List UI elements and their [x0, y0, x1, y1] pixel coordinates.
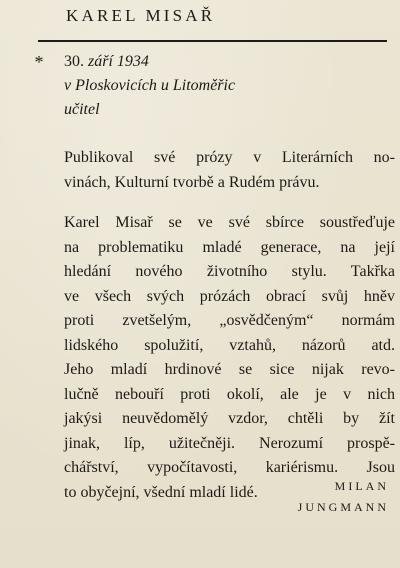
text-line: jakýsi neuvědomělý vzdor, chtěli by žít: [64, 410, 395, 427]
heading-rule: [38, 40, 387, 42]
text-line: chářství, vypočítavosti, kariérismu. Jsou: [64, 459, 395, 476]
occupation: učitel: [64, 101, 100, 118]
text-line: vinách, Kulturní tvorbě a Rudém právu.: [64, 173, 320, 191]
text-line: jinak, líp, užitečněji. Nerozumí prospě-: [64, 434, 395, 452]
text-line: na problematiku mladé generace, na její: [64, 238, 395, 256]
signature-first-name: MILAN: [334, 479, 389, 493]
author-bio: [34, 50, 360, 122]
signature-last-name: JUNGMANN: [297, 500, 389, 514]
birth-line: [34, 50, 360, 74]
text-line: Karel Misař se ve své sbírce soustřeďuje: [64, 214, 395, 231]
birth-place: v Ploskovicích u Litoměřic: [64, 77, 236, 94]
text-line: to obyčejní, všední mladí lidé.: [64, 483, 258, 501]
text-line: Publikoval své prózy v Literárních no-: [64, 149, 395, 166]
author-name-heading: KAREL MISAŘ: [66, 6, 216, 25]
occupation-line: [40, 98, 360, 122]
birth-star-icon: *: [34, 52, 44, 72]
paragraph-publications: [64, 146, 395, 195]
birth-date: [64, 50, 149, 74]
text-line: lučně nebouří proti okolí, ale je v nich: [64, 385, 395, 403]
text-line: ve všech svých prózách obrací svůj hněv: [64, 287, 395, 305]
text-line: hledání nového životního stylu. Takřka: [64, 263, 395, 280]
signature: [277, 476, 389, 518]
birth-day: 30.: [64, 53, 84, 70]
text-line: lidského spolužití, vztahů, názorů atd.: [64, 336, 395, 354]
birth-place-line: [40, 74, 360, 98]
text-line: Jeho mladí hrdinové se sice nijak revo-: [64, 361, 395, 378]
paragraph-description: [64, 211, 395, 505]
birth-month-year: září 1934: [88, 53, 149, 70]
text-line: proti zvetšelým, „osvědčeným“ normám: [64, 312, 395, 329]
